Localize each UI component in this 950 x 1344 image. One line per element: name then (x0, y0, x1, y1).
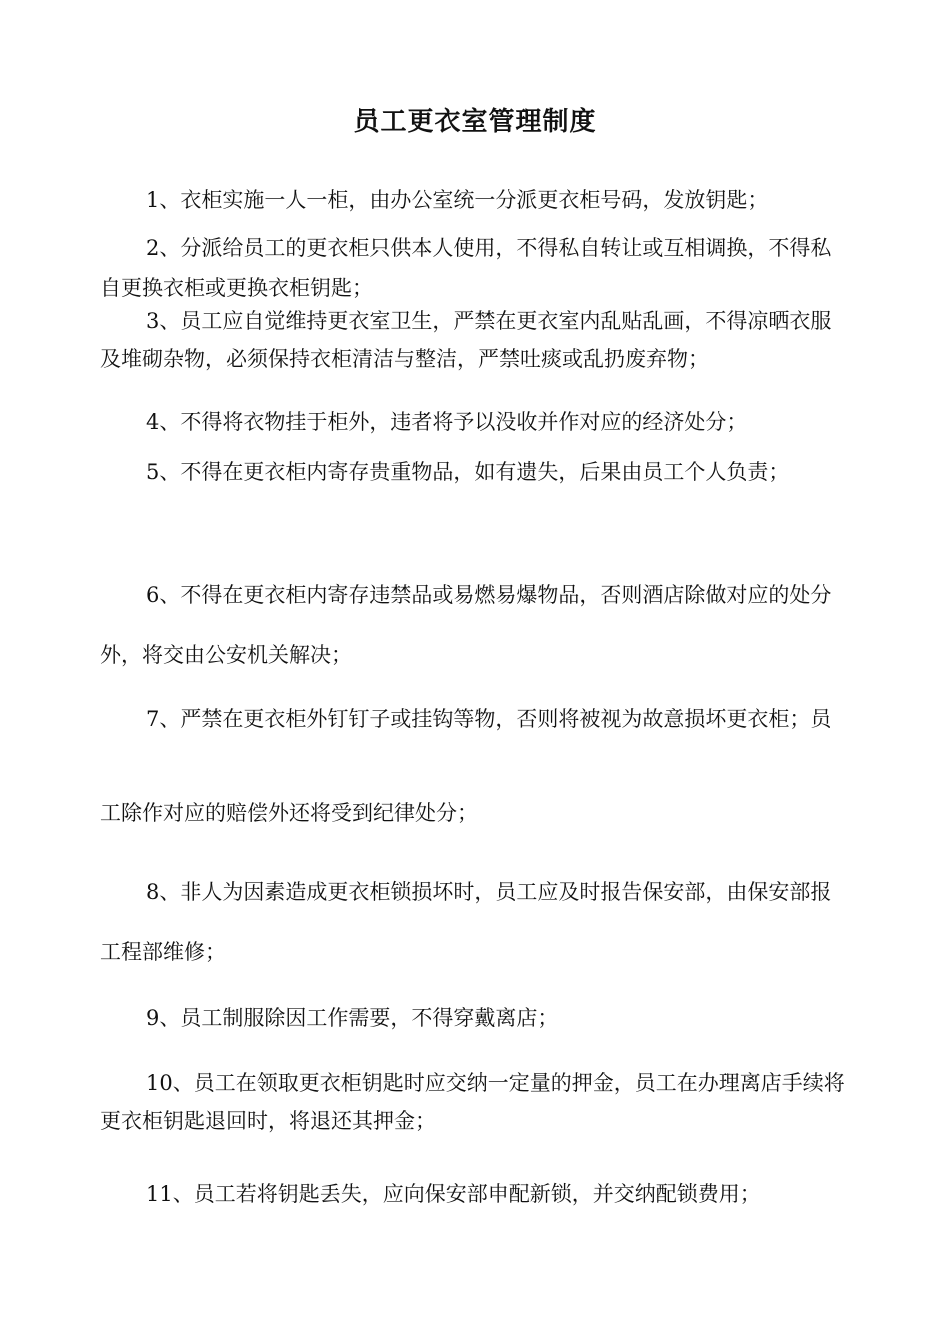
rule-paragraph-4: 4、不得将衣物挂于柜外，违者将予以没收并作对应的经济处分； (146, 410, 748, 434)
document-title: 员工更衣室管理制度 (353, 107, 597, 137)
rule-paragraph-10: 10、员工在领取更衣柜钥匙时应交纳一定量的押金，员工在办理离店手续将更衣柜钥匙退回时，将退还其押金； (100, 1071, 845, 1133)
rule-paragraph-2: 2、分派给员工的更衣柜只供本人使用，不得私自转让或互相调换，不得私自更换衣柜或更换衣柜钥匙； (100, 236, 832, 300)
rule-paragraph-5: 5、不得在更衣柜内寄存贵重物品，如有遗失，后果由员工个人负责； (146, 460, 790, 484)
rule-paragraph-8: 8、非人为因素造成更衣柜锁损坏时，员工应及时报告保安部，由保安部报工程部维修； (100, 880, 832, 964)
rule-paragraph-3: 3、员工应自觉维持更衣室卫生，严禁在更衣室内乱贴乱画，不得凉晒衣服及堆砌杂物，必须保持衣柜清洁与整洁，严禁吐痰或乱扔废弃物； (100, 309, 832, 371)
rule-paragraph-1: 1、衣柜实施一人一柜，由办公室统一分派更衣柜号码，发放钥匙； (146, 188, 769, 212)
rule-paragraph-6: 6、不得在更衣柜内寄存违禁品或易燃易爆物品，否则酒店除做对应的处分外，将交由公安机关解决； (100, 583, 832, 667)
rule-paragraph-7: 7、严禁在更衣柜外钉钉子或挂钩等物，否则将被视为故意损坏更衣柜；员工除作对应的赔偿外还将受到纪律处分； (100, 707, 832, 825)
rule-paragraph-9: 9、员工制服除因工作需要，不得穿戴离店； (146, 1006, 559, 1030)
rule-paragraph-11: 11、员工若将钥匙丢失，应向保安部申配新锁，并交纳配锁费用； (146, 1182, 761, 1206)
